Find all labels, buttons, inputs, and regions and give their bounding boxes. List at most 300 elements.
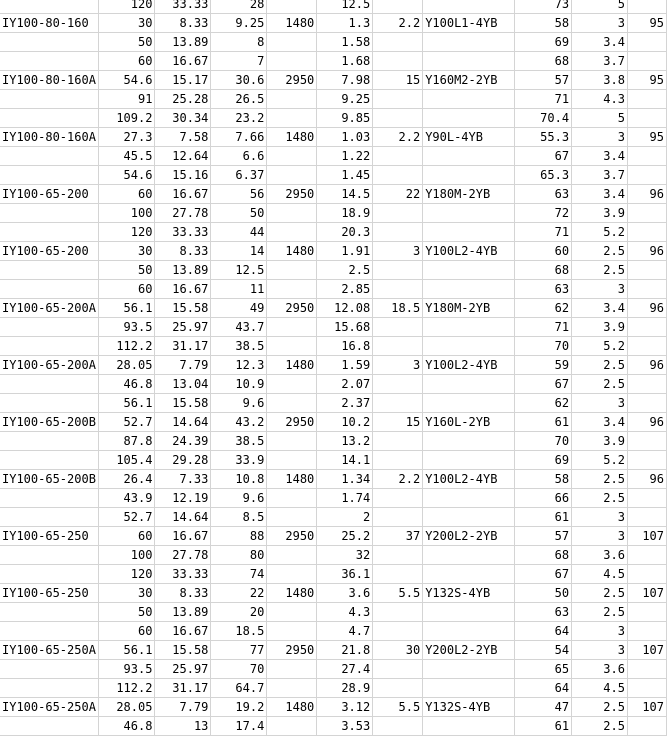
cell[interactable] [267, 489, 317, 508]
cell[interactable]: 70 [515, 337, 572, 356]
cell[interactable] [423, 261, 515, 280]
cell[interactable]: 109.2 [99, 109, 155, 128]
cell[interactable]: 9.6 [211, 489, 267, 508]
cell[interactable]: 80 [211, 546, 267, 565]
cell[interactable] [0, 546, 99, 565]
cell[interactable]: Y100L1-4YB [423, 14, 515, 33]
cell[interactable] [423, 318, 515, 337]
cell[interactable] [267, 451, 317, 470]
cell[interactable] [0, 375, 99, 394]
cell[interactable]: 60 [515, 242, 572, 261]
cell[interactable]: 3 [572, 14, 628, 33]
cell[interactable] [423, 622, 515, 641]
cell[interactable]: 14.1 [317, 451, 373, 470]
cell[interactable]: 5 [572, 109, 628, 128]
cell[interactable]: 60 [99, 622, 155, 641]
cell[interactable]: 13.2 [317, 432, 373, 451]
cell[interactable]: 38.5 [211, 337, 267, 356]
cell[interactable]: 1.58 [317, 33, 373, 52]
cell[interactable]: 71 [515, 223, 572, 242]
cell[interactable]: 25.97 [155, 660, 211, 679]
cell[interactable] [423, 223, 515, 242]
cell[interactable]: 2950 [267, 185, 317, 204]
cell[interactable]: 20 [211, 603, 267, 622]
cell[interactable] [373, 432, 423, 451]
cell[interactable]: 69 [515, 451, 572, 470]
cell[interactable]: 70 [211, 660, 267, 679]
cell[interactable]: 15 [373, 413, 423, 432]
cell[interactable] [373, 679, 423, 698]
cell[interactable]: 49 [211, 299, 267, 318]
cell[interactable] [373, 204, 423, 223]
cell[interactable]: 67 [515, 565, 572, 584]
cell[interactable]: 2.5 [572, 261, 628, 280]
cell[interactable]: 58 [515, 14, 572, 33]
cell[interactable]: 4.3 [317, 603, 373, 622]
cell[interactable]: 13.89 [155, 261, 211, 280]
cell[interactable]: 4.7 [317, 622, 373, 641]
cell[interactable]: 31.17 [155, 337, 211, 356]
cell[interactable]: 14 [211, 242, 267, 261]
cell[interactable]: 2.5 [572, 356, 628, 375]
cell[interactable] [373, 660, 423, 679]
cell[interactable]: 37 [373, 527, 423, 546]
cell[interactable]: 18.5 [373, 299, 423, 318]
cell[interactable] [0, 717, 99, 736]
cell[interactable]: 77 [211, 641, 267, 660]
cell[interactable]: 28.05 [99, 356, 155, 375]
cell[interactable]: 32 [317, 546, 373, 565]
cell[interactable]: 70 [515, 432, 572, 451]
cell[interactable] [423, 660, 515, 679]
cell[interactable]: 120 [99, 223, 155, 242]
cell[interactable]: 2.5 [572, 375, 628, 394]
cell[interactable] [0, 280, 99, 299]
cell[interactable]: 56.1 [99, 394, 155, 413]
cell[interactable] [423, 451, 515, 470]
cell[interactable]: 1480 [267, 242, 317, 261]
cell[interactable]: Y132S-4YB [423, 698, 515, 717]
cell[interactable]: 28.9 [317, 679, 373, 698]
cell[interactable] [373, 147, 423, 166]
cell[interactable] [373, 489, 423, 508]
cell[interactable]: 3 [572, 280, 628, 299]
cell[interactable]: 112.2 [99, 337, 155, 356]
cell[interactable] [627, 679, 666, 698]
cell[interactable]: 3.6 [572, 660, 628, 679]
cell[interactable]: 7.98 [317, 71, 373, 90]
cell[interactable]: 50 [515, 584, 572, 603]
cell[interactable]: 70.4 [515, 109, 572, 128]
cell[interactable]: 33.33 [155, 0, 211, 14]
cell[interactable]: 12.08 [317, 299, 373, 318]
cell[interactable] [373, 109, 423, 128]
cell[interactable]: 15.16 [155, 166, 211, 185]
cell[interactable]: 5.2 [572, 337, 628, 356]
cell[interactable]: 10.2 [317, 413, 373, 432]
cell[interactable]: 12.5 [317, 0, 373, 14]
cell[interactable]: 9.6 [211, 394, 267, 413]
cell[interactable]: 61 [515, 717, 572, 736]
cell[interactable] [627, 394, 666, 413]
cell[interactable]: 2.5 [572, 584, 628, 603]
cell[interactable]: 3.6 [317, 584, 373, 603]
cell[interactable]: 12.64 [155, 147, 211, 166]
cell[interactable]: 59 [515, 356, 572, 375]
cell[interactable]: 60 [99, 280, 155, 299]
cell[interactable]: 50 [211, 204, 267, 223]
cell[interactable]: IY100-65-250 [0, 527, 99, 546]
cell[interactable]: 33.33 [155, 223, 211, 242]
cell[interactable]: 2.5 [572, 489, 628, 508]
cell[interactable] [627, 147, 666, 166]
cell[interactable] [627, 660, 666, 679]
cell[interactable] [373, 318, 423, 337]
cell[interactable]: 29.28 [155, 451, 211, 470]
cell[interactable]: Y200L2-2YB [423, 641, 515, 660]
cell[interactable]: 61 [515, 413, 572, 432]
cell[interactable]: 64 [515, 622, 572, 641]
cell[interactable]: IY100-65-200A [0, 299, 99, 318]
cell[interactable]: 2 [317, 508, 373, 527]
cell[interactable] [267, 90, 317, 109]
cell[interactable] [423, 90, 515, 109]
cell[interactable]: 15.58 [155, 299, 211, 318]
cell[interactable]: 96 [627, 299, 666, 318]
cell[interactable] [627, 603, 666, 622]
cell[interactable]: 71 [515, 90, 572, 109]
cell[interactable]: 7 [211, 52, 267, 71]
cell[interactable]: 71 [515, 318, 572, 337]
cell[interactable]: 36.1 [317, 565, 373, 584]
cell[interactable]: 16.67 [155, 527, 211, 546]
cell[interactable]: 1.59 [317, 356, 373, 375]
cell[interactable] [267, 660, 317, 679]
cell[interactable]: 120 [99, 0, 155, 14]
cell[interactable]: IY100-80-160 [0, 14, 99, 33]
cell[interactable] [373, 337, 423, 356]
cell[interactable]: 6.37 [211, 166, 267, 185]
cell[interactable] [267, 318, 317, 337]
cell[interactable]: 100 [99, 546, 155, 565]
cell[interactable]: 3.8 [572, 71, 628, 90]
cell[interactable]: 64.7 [211, 679, 267, 698]
cell[interactable]: 9.25 [211, 14, 267, 33]
cell[interactable] [423, 394, 515, 413]
cell[interactable]: 67 [515, 147, 572, 166]
cell[interactable]: 50 [99, 33, 155, 52]
cell[interactable]: 2.5 [572, 242, 628, 261]
cell[interactable]: 95 [627, 14, 666, 33]
cell[interactable]: 2950 [267, 71, 317, 90]
cell[interactable] [0, 565, 99, 584]
cell[interactable]: 72 [515, 204, 572, 223]
cell[interactable]: 52.7 [99, 413, 155, 432]
cell[interactable]: 38.5 [211, 432, 267, 451]
cell[interactable] [267, 280, 317, 299]
cell[interactable]: 96 [627, 242, 666, 261]
cell[interactable]: IY100-80-160A [0, 128, 99, 147]
cell[interactable]: Y160M2-2YB [423, 71, 515, 90]
cell[interactable]: 46.8 [99, 375, 155, 394]
cell[interactable]: 47 [515, 698, 572, 717]
cell[interactable]: 67 [515, 375, 572, 394]
cell[interactable]: 57 [515, 71, 572, 90]
cell[interactable]: 16.67 [155, 280, 211, 299]
cell[interactable]: 1480 [267, 14, 317, 33]
cell[interactable]: 23.2 [211, 109, 267, 128]
cell[interactable]: 73 [515, 0, 572, 14]
cell[interactable] [373, 451, 423, 470]
cell[interactable]: 2.5 [572, 603, 628, 622]
cell[interactable] [423, 565, 515, 584]
cell[interactable] [627, 0, 666, 14]
cell[interactable]: 27.78 [155, 546, 211, 565]
cell[interactable] [373, 166, 423, 185]
cell[interactable] [267, 679, 317, 698]
cell[interactable] [0, 52, 99, 71]
cell[interactable]: 87.8 [99, 432, 155, 451]
cell[interactable]: 88 [211, 527, 267, 546]
cell[interactable]: 9.85 [317, 109, 373, 128]
cell[interactable]: 2.2 [373, 470, 423, 489]
cell[interactable] [373, 603, 423, 622]
cell[interactable] [0, 147, 99, 166]
cell[interactable]: 30.6 [211, 71, 267, 90]
cell[interactable] [423, 52, 515, 71]
cell[interactable] [627, 52, 666, 71]
cell[interactable] [0, 660, 99, 679]
cell[interactable] [267, 166, 317, 185]
cell[interactable]: 14.64 [155, 508, 211, 527]
cell[interactable]: IY100-65-200 [0, 242, 99, 261]
cell[interactable]: 96 [627, 470, 666, 489]
cell[interactable] [627, 451, 666, 470]
cell[interactable] [627, 489, 666, 508]
cell[interactable]: 10.9 [211, 375, 267, 394]
cell[interactable]: 43.2 [211, 413, 267, 432]
cell[interactable]: 16.67 [155, 185, 211, 204]
cell[interactable]: 25.2 [317, 527, 373, 546]
cell[interactable]: 19.2 [211, 698, 267, 717]
cell[interactable] [423, 679, 515, 698]
cell[interactable]: 69 [515, 33, 572, 52]
cell[interactable]: 91 [99, 90, 155, 109]
cell[interactable]: 5.2 [572, 223, 628, 242]
cell[interactable]: 3.6 [572, 546, 628, 565]
cell[interactable]: 3 [572, 394, 628, 413]
cell[interactable]: 7.79 [155, 698, 211, 717]
cell[interactable]: 16.67 [155, 52, 211, 71]
cell[interactable]: IY100-65-200B [0, 413, 99, 432]
cell[interactable]: 50 [99, 261, 155, 280]
cell[interactable]: 15.68 [317, 318, 373, 337]
cell[interactable]: 64 [515, 679, 572, 698]
cell[interactable] [267, 223, 317, 242]
cell[interactable]: Y180M-2YB [423, 185, 515, 204]
cell[interactable]: 7.33 [155, 470, 211, 489]
cell[interactable] [267, 109, 317, 128]
cell[interactable]: 8.33 [155, 14, 211, 33]
cell[interactable] [373, 0, 423, 14]
cell[interactable] [627, 375, 666, 394]
cell[interactable] [627, 717, 666, 736]
cell[interactable]: 1.3 [317, 14, 373, 33]
cell[interactable]: 8 [211, 33, 267, 52]
cell[interactable]: 3.12 [317, 698, 373, 717]
cell[interactable]: 96 [627, 413, 666, 432]
cell[interactable]: 107 [627, 698, 666, 717]
cell[interactable]: Y90L-4YB [423, 128, 515, 147]
cell[interactable] [627, 508, 666, 527]
cell[interactable] [267, 546, 317, 565]
cell[interactable]: 1.03 [317, 128, 373, 147]
cell[interactable]: 13.89 [155, 33, 211, 52]
cell[interactable] [267, 622, 317, 641]
cell[interactable]: Y100L2-4YB [423, 356, 515, 375]
cell[interactable]: 13 [155, 717, 211, 736]
cell[interactable]: 2.5 [317, 261, 373, 280]
cell[interactable]: 18.9 [317, 204, 373, 223]
cell[interactable]: 57 [515, 527, 572, 546]
cell[interactable]: 8.33 [155, 584, 211, 603]
cell[interactable]: 74 [211, 565, 267, 584]
cell[interactable] [373, 565, 423, 584]
cell[interactable]: 3 [572, 641, 628, 660]
cell[interactable]: 2.5 [572, 717, 628, 736]
cell[interactable]: 2950 [267, 299, 317, 318]
cell[interactable]: 50 [99, 603, 155, 622]
cell[interactable]: 43.7 [211, 318, 267, 337]
cell[interactable]: 27.3 [99, 128, 155, 147]
cell[interactable] [423, 546, 515, 565]
cell[interactable]: 4.5 [572, 565, 628, 584]
cell[interactable] [423, 0, 515, 14]
cell[interactable]: 30 [99, 242, 155, 261]
cell[interactable]: 1480 [267, 584, 317, 603]
cell[interactable]: 14.5 [317, 185, 373, 204]
cell[interactable]: 20.3 [317, 223, 373, 242]
cell[interactable] [0, 622, 99, 641]
cell[interactable]: 61 [515, 508, 572, 527]
cell[interactable] [0, 223, 99, 242]
cell[interactable]: 1.45 [317, 166, 373, 185]
cell[interactable]: 63 [515, 280, 572, 299]
cell[interactable]: 2.07 [317, 375, 373, 394]
cell[interactable]: 3.9 [572, 432, 628, 451]
cell[interactable]: IY100-65-250 [0, 584, 99, 603]
cell[interactable]: 7.79 [155, 356, 211, 375]
cell[interactable] [627, 204, 666, 223]
cell[interactable] [0, 109, 99, 128]
cell[interactable] [627, 166, 666, 185]
cell[interactable]: 60 [99, 527, 155, 546]
cell[interactable]: Y100L2-4YB [423, 242, 515, 261]
cell[interactable]: 31.17 [155, 679, 211, 698]
cell[interactable]: 62 [515, 394, 572, 413]
cell[interactable]: 60 [99, 185, 155, 204]
cell[interactable]: IY100-80-160A [0, 71, 99, 90]
cell[interactable]: 56.1 [99, 641, 155, 660]
cell[interactable] [267, 603, 317, 622]
cell[interactable] [627, 432, 666, 451]
cell[interactable] [627, 33, 666, 52]
cell[interactable]: 68 [515, 261, 572, 280]
cell[interactable]: Y180M-2YB [423, 299, 515, 318]
cell[interactable]: 54.6 [99, 71, 155, 90]
cell[interactable]: 2950 [267, 641, 317, 660]
cell[interactable]: 28 [211, 0, 267, 14]
cell[interactable]: 33.33 [155, 565, 211, 584]
cell[interactable]: 1.68 [317, 52, 373, 71]
cell[interactable]: 30 [373, 641, 423, 660]
cell[interactable]: 30 [99, 14, 155, 33]
cell[interactable]: 52.7 [99, 508, 155, 527]
cell[interactable]: IY100-65-200 [0, 185, 99, 204]
cell[interactable]: 13.04 [155, 375, 211, 394]
cell[interactable] [267, 52, 317, 71]
cell[interactable]: 6.6 [211, 147, 267, 166]
cell[interactable]: 3.9 [572, 318, 628, 337]
cell[interactable]: Y200L2-2YB [423, 527, 515, 546]
cell[interactable] [0, 318, 99, 337]
cell[interactable]: 56 [211, 185, 267, 204]
cell[interactable] [423, 489, 515, 508]
cell[interactable]: 1480 [267, 356, 317, 375]
cell[interactable]: 112.2 [99, 679, 155, 698]
cell[interactable]: 26.5 [211, 90, 267, 109]
cell[interactable] [627, 109, 666, 128]
cell[interactable]: 16.8 [317, 337, 373, 356]
cell[interactable]: 26.4 [99, 470, 155, 489]
cell[interactable]: 3 [373, 356, 423, 375]
cell[interactable]: 68 [515, 52, 572, 71]
cell[interactable]: 3.7 [572, 52, 628, 71]
cell[interactable]: 1.91 [317, 242, 373, 261]
cell[interactable]: 55.3 [515, 128, 572, 147]
cell[interactable]: 15.58 [155, 394, 211, 413]
cell[interactable]: 93.5 [99, 318, 155, 337]
cell[interactable] [0, 261, 99, 280]
cell[interactable] [423, 204, 515, 223]
cell[interactable] [0, 489, 99, 508]
cell[interactable]: 100 [99, 204, 155, 223]
cell[interactable]: 1480 [267, 470, 317, 489]
cell[interactable] [0, 0, 99, 14]
cell[interactable]: IY100-65-200A [0, 356, 99, 375]
cell[interactable]: 18.5 [211, 622, 267, 641]
cell[interactable]: 95 [627, 71, 666, 90]
cell[interactable] [373, 52, 423, 71]
cell[interactable]: 63 [515, 185, 572, 204]
cell[interactable] [423, 147, 515, 166]
cell[interactable]: 17.4 [211, 717, 267, 736]
cell[interactable]: 65.3 [515, 166, 572, 185]
cell[interactable]: 45.5 [99, 147, 155, 166]
cell[interactable]: 3.4 [572, 299, 628, 318]
cell[interactable] [373, 717, 423, 736]
cell[interactable] [0, 679, 99, 698]
cell[interactable] [423, 337, 515, 356]
cell[interactable]: 62 [515, 299, 572, 318]
cell[interactable]: IY100-65-250A [0, 641, 99, 660]
cell[interactable]: 15.58 [155, 641, 211, 660]
cell[interactable]: 13.89 [155, 603, 211, 622]
cell[interactable]: 2.2 [373, 128, 423, 147]
cell[interactable]: 107 [627, 527, 666, 546]
cell[interactable]: 3.53 [317, 717, 373, 736]
cell[interactable] [627, 565, 666, 584]
